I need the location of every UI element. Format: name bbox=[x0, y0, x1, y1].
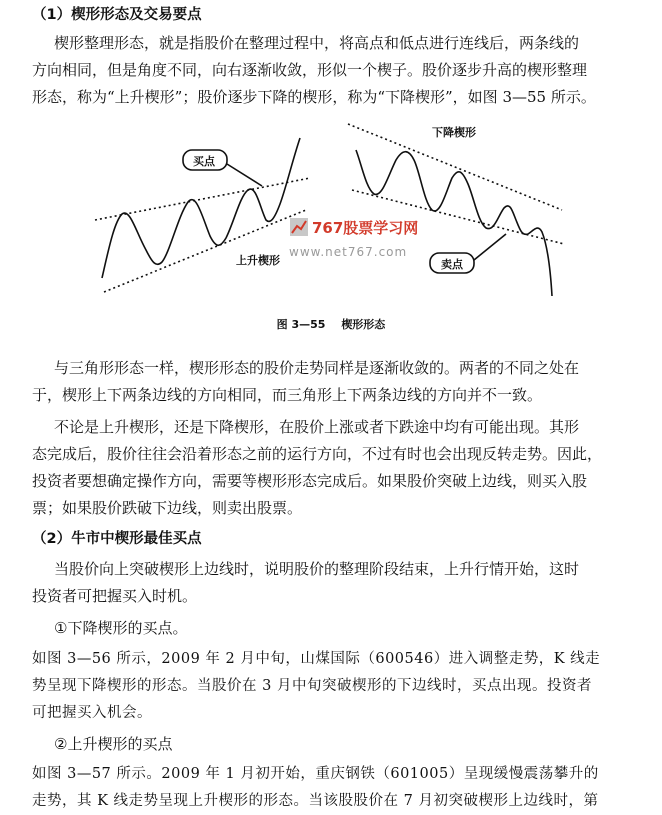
paragraph-line: 如图 3—57 所示。2009 年 1 月初开始，重庆钢铁（601005）呈现缓慢震荡攀升的 bbox=[32, 766, 599, 782]
falling-wedge-label: 下降楔形 bbox=[432, 126, 476, 139]
subheading-rising-wedge-buy: ②上升楔形的买点 bbox=[54, 735, 173, 753]
figure-caption-title: 楔形形态 bbox=[341, 318, 386, 331]
figure-caption-number: 图 3—55 bbox=[276, 318, 326, 331]
watermark-url: www.net767.com bbox=[289, 245, 408, 259]
watermark bbox=[289, 218, 418, 259]
paragraph-line: 于，楔形上下两条边线的方向相同，而三角形上下两条边线的方向并不一致。 bbox=[32, 386, 543, 404]
watermark-brand: 767股票学习网 bbox=[312, 219, 419, 237]
sell-point-label: 卖点 bbox=[441, 258, 463, 271]
paragraph-line: 如图 3—56 所示，2009 年 2 月中旬，山煤国际（600546）进入调整走势，K 线走 bbox=[32, 651, 601, 667]
paragraph-line: 形态，称为“上升楔形”；股价逐步下降的楔形，称为“下降楔形”，如图 3—55 所示。 bbox=[32, 88, 596, 106]
buy-point-pointer bbox=[227, 164, 262, 186]
section-heading-2: （2）牛市中楔形最佳买点 bbox=[32, 531, 202, 547]
paragraph-line: 不论是上升楔形，还是下降楔形，在股价上涨或者下跌途中均有可能出现。其形 bbox=[54, 418, 580, 436]
rising-wedge-label: 上升楔形 bbox=[236, 254, 280, 267]
paragraph-line: 票；如果股价跌破下边线，则卖出股票。 bbox=[32, 499, 303, 517]
paragraph-line: 投资者可把握买入时机。 bbox=[32, 587, 198, 605]
paragraph-line: 当股价向上突破楔形上边线时，说明股价的整理阶段结束，上升行情开始，这时 bbox=[54, 560, 580, 578]
section-heading-1: （1）楔形形态及交易要点 bbox=[32, 7, 202, 23]
paragraph-line: 可把握买入机会。 bbox=[32, 705, 152, 721]
paragraph-line: 楔形整理形态，就是指股价在整理过程中，将高点和低点进行连线后，两条线的 bbox=[54, 34, 580, 52]
sell-point-pointer bbox=[474, 234, 506, 260]
paragraph-line: 投资者要想确定操作方向，需要等楔形形态完成后。如果股价突破上边线，则买入股 bbox=[32, 472, 588, 490]
paragraph-line: 态完成后，股价往往会沿着形态之前的运行方向，不过有时也会出现反转走势。因此， bbox=[32, 445, 603, 463]
buy-point-label: 买点 bbox=[193, 155, 215, 168]
paragraph-line: 走势，其 K 线走势呈现上升楔形的形态。当该股股价在 7 月初突破楔形上边线时，第 bbox=[32, 793, 599, 809]
paragraph-line: 方向相同，但是角度不同，向右逐渐收敛，形似一个楔子。股价逐步升高的楔形整理 bbox=[32, 61, 588, 79]
wedge-figure bbox=[0, 112, 662, 332]
subheading-falling-wedge-buy: ①下降楔形的买点。 bbox=[54, 619, 188, 637]
paragraph-line: 与三角形形态一样，楔形形态的股价走势同样是逐渐收敛的。两者的不同之处在 bbox=[54, 359, 580, 377]
paragraph-line: 势呈现下降楔形的形态。当股价在 3 月中旬突破楔形的下边线时，买点出现。投资者 bbox=[32, 678, 592, 694]
figure-caption bbox=[0, 316, 662, 332]
